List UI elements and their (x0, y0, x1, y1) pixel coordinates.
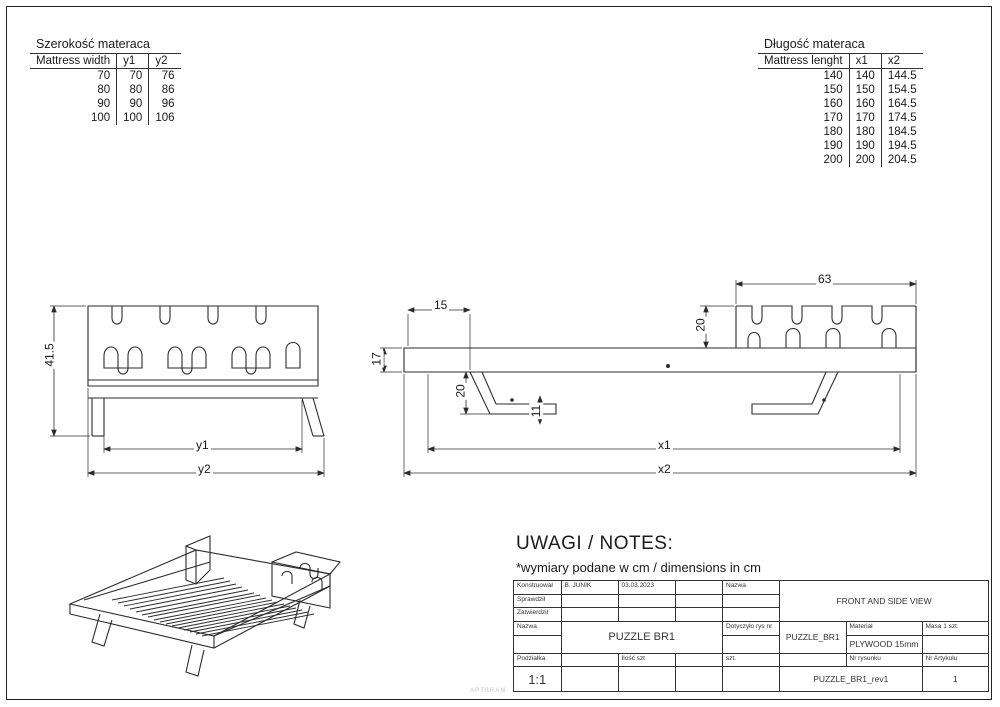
dim-side-outer-length: x2 (658, 462, 671, 476)
dim-side-leg-foot: 11 (529, 404, 544, 418)
value-article-number: 1 (922, 667, 989, 692)
length-row-x2: 154.5 (881, 83, 922, 97)
cell-blank-8 (675, 608, 723, 622)
length-row-label: 200 (823, 154, 843, 166)
label-sheet-count: Masa 1 szt. (922, 622, 989, 636)
side-view-geometry (380, 280, 916, 477)
length-row-x2: 184.5 (881, 125, 922, 139)
label-name-view: Nazwa (723, 581, 780, 595)
cell-blank-10 (514, 635, 562, 653)
dim-side-leg-height: 20 (453, 384, 468, 398)
cell-blank-15 (780, 653, 847, 667)
length-row-x2: 194.5 (881, 139, 922, 153)
title-block-row-scale (514, 653, 989, 667)
watermark: ARTBRAM (470, 688, 507, 694)
width-col-y2: y2 (149, 54, 181, 69)
label-nr-rys: Nr rysunku (846, 653, 922, 667)
label-sheet: Ilość szt (618, 653, 675, 667)
width-row-y2: 76 (149, 69, 181, 84)
cell-blank-11 (723, 635, 780, 653)
cell-blank-16 (561, 667, 618, 692)
length-row-x1: 150 (849, 83, 881, 97)
value-designer: B. JUNIK (561, 581, 618, 595)
width-row-y2: 86 (149, 83, 181, 97)
cell-blank-7 (618, 608, 675, 622)
dim-side-headboard-height: 20 (693, 318, 708, 332)
length-row-x1: 180 (849, 125, 881, 139)
length-row-x2: 144.5 (881, 69, 922, 84)
length-col-x1: x1 (849, 54, 881, 69)
dim-front-outer-width: y2 (198, 462, 211, 476)
length-table-title-pl: Długość materaca (758, 36, 923, 54)
dim-front-height: 41.5 (42, 343, 57, 367)
label-scale: Podziałka (514, 653, 562, 667)
width-row-label: 90 (97, 98, 111, 110)
label-material: Materiał (846, 622, 922, 636)
label-drawing-type: Dotyczyło rys nr (723, 622, 780, 636)
value-part-name: PUZZLE BR1 (561, 622, 723, 654)
cell-blank-9 (723, 608, 780, 622)
label-designed: Konstruował (514, 581, 562, 595)
cell-blank-2 (561, 594, 618, 608)
length-row-label: 160 (823, 98, 843, 110)
width-row-y2: 96 (149, 97, 181, 111)
length-col-x2: x2 (881, 54, 922, 69)
value-material: PLYWOOD 15mm (846, 635, 922, 653)
width-row-label: 80 (97, 84, 111, 96)
length-row-x2: 204.5 (881, 153, 922, 167)
width-table-title-en: Mattress width (30, 54, 117, 69)
cell-blank-12 (922, 635, 989, 653)
label-qty: szt. (723, 653, 780, 667)
notes-title: UWAGI / NOTES: (516, 533, 674, 554)
label-checked: Sprawdził (514, 594, 562, 608)
length-row-label: 150 (823, 84, 843, 96)
value-view-name: FRONT AND SIDE VIEW (780, 581, 989, 622)
length-row-x1: 200 (849, 153, 881, 167)
width-table-title-pl: Szerokość materaca (30, 36, 181, 54)
dim-side-head-width: 63 (818, 272, 832, 286)
length-row-label: 190 (823, 140, 843, 152)
value-drawing-number: PUZZLE_BR1_rev1 (780, 667, 923, 692)
isometric-view-geometry (70, 536, 340, 676)
length-row-label: 170 (823, 112, 843, 124)
length-row-x1: 140 (849, 69, 881, 84)
dim-side-rail-height: 17 (369, 352, 384, 366)
cell-blank-14 (675, 653, 723, 667)
dim-side-offset: 15 (434, 298, 448, 312)
width-row-y1: 100 (117, 111, 149, 125)
title-block-row-designed (514, 581, 989, 595)
width-row-y1: 90 (117, 97, 149, 111)
cell-blank-4 (675, 594, 723, 608)
length-row-x1: 170 (849, 111, 881, 125)
cell-blank-17 (618, 667, 675, 692)
length-row-x1: 190 (849, 139, 881, 153)
width-row-label: 70 (97, 70, 111, 82)
dim-front-inner-width: y1 (196, 438, 209, 452)
length-row-x2: 174.5 (881, 111, 922, 125)
label-nr-art: Nr Artykułu (922, 653, 989, 667)
title-block-row-part (514, 622, 989, 636)
width-row-y2: 106 (149, 111, 181, 125)
length-row-label: 180 (823, 126, 843, 138)
label-approved: Zatwierdził (514, 608, 562, 622)
length-row-label: 140 (823, 70, 843, 82)
cell-blank-5 (723, 594, 780, 608)
value-scale: 1:1 (514, 667, 562, 692)
value-date: 03.03.2023 (618, 581, 675, 595)
cell-blank-3 (618, 594, 675, 608)
cell-blank-19 (723, 667, 780, 692)
label-item: Nazwa (514, 622, 562, 636)
title-block-row-numbers (514, 667, 989, 692)
width-col-y1: y1 (117, 54, 149, 69)
cell-blank-1 (675, 581, 723, 595)
width-row-y1: 80 (117, 83, 149, 97)
cell-blank-6 (561, 608, 618, 622)
cell-blank-18 (675, 667, 723, 692)
length-table-title-en: Mattress lenght (758, 54, 849, 69)
width-row-y1: 70 (117, 69, 149, 84)
length-row-x1: 160 (849, 97, 881, 111)
title-block-table (513, 580, 989, 692)
front-view-geometry (50, 306, 324, 477)
title-block (513, 580, 989, 692)
value-drawing-ref: PUZZLE_BR1 (780, 622, 847, 654)
width-row-label: 100 (90, 112, 111, 124)
length-row-x2: 164.5 (881, 97, 922, 111)
dim-side-inner-length: x1 (658, 438, 671, 452)
cell-blank-13 (561, 653, 618, 667)
notes-text: *wymiary podane w cm / dimensions in cm (516, 560, 761, 575)
